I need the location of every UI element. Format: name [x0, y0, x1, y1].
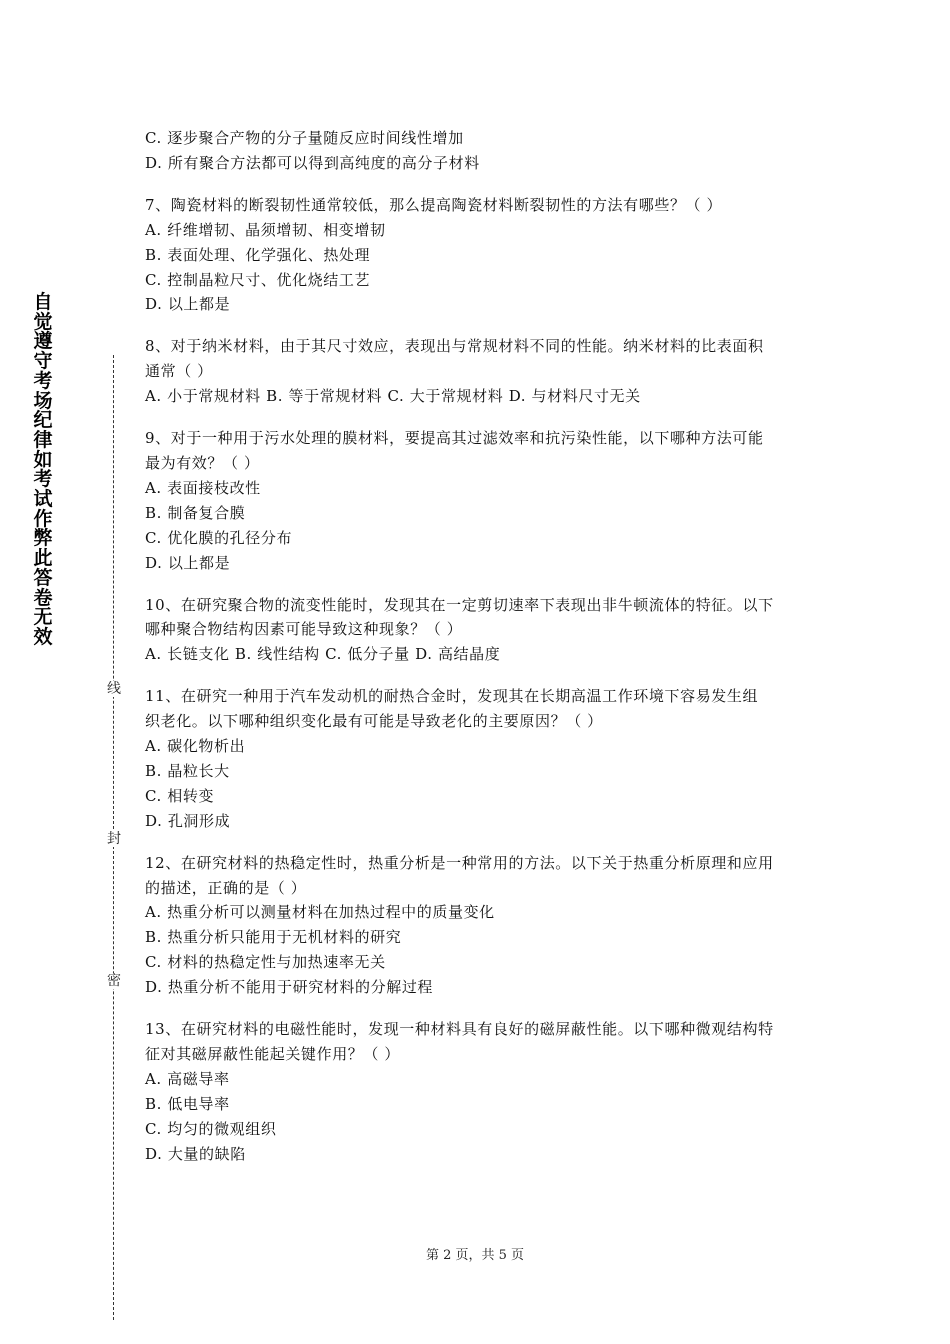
- question-stem: 12、在研究材料的热稳定性时，热重分析是一种常用的方法。以下关于热重分析原理和应用: [145, 853, 774, 872]
- option: D. 孔洞形成: [145, 811, 231, 830]
- binding-label-feng: 封: [104, 831, 124, 847]
- inline-options: A. 小于常规材料 B. 等于常规材料 C. 大于常规材料 D. 与材料尺寸无关: [145, 387, 641, 406]
- question-partial: [145, 126, 815, 176]
- question-stem: 征对其磁屏蔽性能起关键作用？（ ）: [145, 1045, 400, 1063]
- binding-line: [104, 355, 124, 1320]
- question-stem: 9、对于一种用于污水处理的膜材料，要提高其过滤效率和抗污染性能，以下哪种方法可能: [145, 429, 764, 448]
- option: A. 高磁导率: [145, 1069, 230, 1088]
- option: D. 以上都是: [145, 295, 231, 314]
- question-stem: 13、在研究材料的电磁性能时，发现一种材料具有良好的磁屏蔽性能。以下哪种微观结构特: [145, 1020, 774, 1039]
- option: B. 低电导率: [145, 1094, 230, 1113]
- question-stem: 10、在研究聚合物的流变性能时，发现其在一定剪切速率下表现出非牛顿流体的特征。以下: [145, 595, 774, 614]
- question-12: [145, 851, 815, 1000]
- question-stem: 的描述，正确的是（ ）: [145, 878, 307, 897]
- option: D. 热重分析不能用于研究材料的分解过程: [145, 978, 434, 997]
- exam-discipline-warning: 自觉遵守考场纪律如考试作弊此答卷无效: [33, 291, 53, 648]
- option: A. 热重分析可以测量材料在加热过程中的质量变化: [145, 903, 495, 922]
- option: C. 相转变: [145, 786, 215, 805]
- question-8: [145, 334, 815, 409]
- option: D. 所有聚合方法都可以得到高纯度的高分子材料: [145, 153, 480, 172]
- question-stem: 8、对于纳米材料，由于其尺寸效应，表现出与常规材料不同的性能。纳米材料的比表面积: [145, 337, 764, 356]
- option: B. 制备复合膜: [145, 503, 246, 522]
- option: D. 大量的缺陷: [145, 1144, 246, 1163]
- question-7: [145, 193, 815, 318]
- question-13: [145, 1017, 815, 1166]
- option: B. 表面处理、化学强化、热处理: [145, 245, 371, 264]
- option: C. 逐步聚合产物的分子量随反应时间线性增加: [145, 129, 464, 147]
- option: B. 晶粒长大: [145, 761, 230, 780]
- question-stem: 通常（ ）: [145, 362, 213, 381]
- question-stem: 织老化。以下哪种组织变化最有可能是导致老化的主要原因？（ ）: [145, 712, 603, 731]
- option: C. 均匀的微观组织: [145, 1119, 277, 1138]
- binding-label-xian: 线: [104, 681, 124, 697]
- option: B. 热重分析只能用于无机材料的研究: [145, 928, 402, 947]
- question-stem: 7、陶瓷材料的断裂韧性通常较低，那么提高陶瓷材料断裂韧性的方法有哪些？（ ）: [145, 195, 723, 214]
- option: A. 纤维增韧、晶须增韧、相变增韧: [145, 220, 386, 239]
- question-stem: 哪种聚合物结构因素可能导致这种现象？（ ）: [145, 620, 463, 639]
- question-10: [145, 593, 815, 668]
- question-list: [145, 126, 815, 1167]
- option: A. 碳化物析出: [145, 737, 246, 756]
- option: D. 以上都是: [145, 553, 231, 572]
- question-stem: 11、在研究一种用于汽车发动机的耐热合金时，发现其在长期高温工作环境下容易发生组: [145, 687, 759, 706]
- inline-options: A. 长链支化 B. 线性结构 C. 低分子量 D. 高结晶度: [145, 645, 501, 664]
- option: C. 优化膜的孔径分布: [145, 528, 293, 547]
- option: C. 控制晶粒尺寸、优化烧结工艺: [145, 270, 371, 289]
- question-11: [145, 684, 815, 833]
- question-stem: 最为有效？（ ）: [145, 453, 260, 472]
- binding-label-mi: 密: [104, 973, 124, 989]
- question-9: [145, 426, 815, 575]
- page-number: 第 2 页，共 5 页: [425, 1248, 525, 1263]
- option: A. 表面接枝改性: [145, 478, 261, 497]
- option: C. 材料的热稳定性与加热速率无关: [145, 953, 386, 972]
